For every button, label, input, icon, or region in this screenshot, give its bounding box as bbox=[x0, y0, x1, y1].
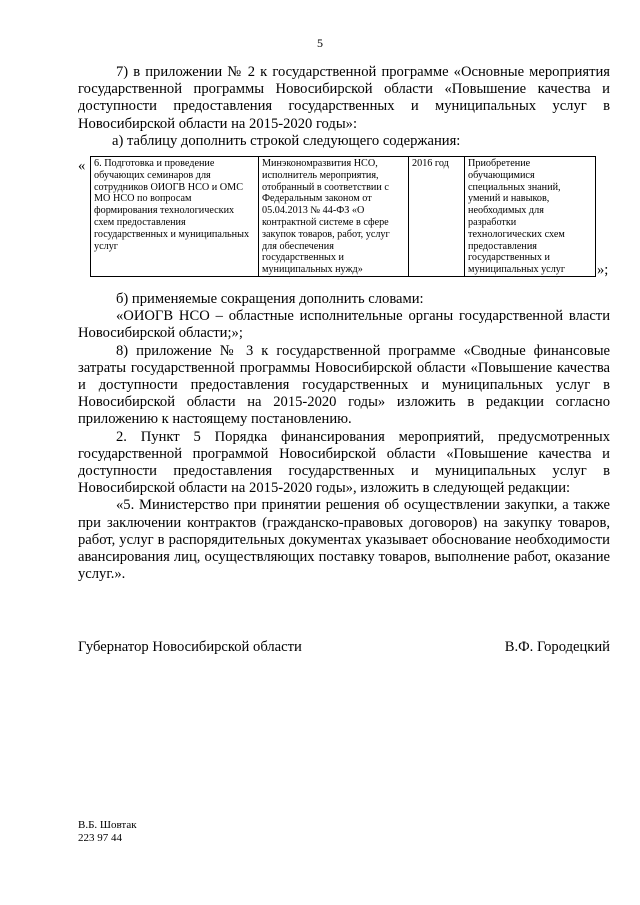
paragraph-point-2: 2. Пункт 5 Порядка финансирования мероприятий, предусмотренных государственной программой Новосибирской области «Повышение качества и доступности предоставления государственных и муниципальных услуг в Новосибирской области на 2015-2020 годы», изложить в следующей редакции: bbox=[78, 428, 610, 497]
inserted-table-block bbox=[78, 156, 618, 280]
paragraph-point-5: «5. Министерство при принятии решения об осуществлении закупки, а также при заключении контрактов (гражданско-правовых договоров) на закупку товаров, работ, услуг в распорядительных документах указывает обоснование необходимости авансирования лиц, осуществляющих поставку товаров, выполнение работ, оказание услуг.». bbox=[78, 497, 610, 583]
executor-name: В.Б. Шовтак bbox=[78, 819, 137, 831]
table-cell-period: 2016 год bbox=[409, 157, 465, 277]
paragraph-abbreviation: «ОИОГВ НСО – областные исполнительные органы государственной власти Новосибирской области;»; bbox=[78, 308, 610, 342]
table-cell-activity: 6. Подготовка и проведение обучающих семинаров для сотрудников ОИОГВ НСО и ОМС МО НСО по вопросам формирования технологических схем предоставления государственных и муниципальных услуг bbox=[91, 157, 259, 277]
amendment-text-top bbox=[78, 64, 610, 152]
table-cell-result: Приобретение обучающимися специальных знаний, умений и навыков, необходимых для разработки технологических схем предоставления государственных и муниципальных услуг bbox=[465, 157, 596, 277]
table-cell-executor: Минэкономразвития НСО, исполнитель мероприятия, отобранный в соответствии с Федеральным законом от 05.04.2013 № 44-ФЗ «О контрактной системе в сфере закупок товаров, работ, услуг для обеспечения государственных и муниципальных нужд» bbox=[259, 157, 409, 277]
amendment-text-bottom bbox=[78, 291, 610, 583]
paragraph-item-a: а) таблицу дополнить строкой следующего содержания: bbox=[112, 132, 461, 149]
executor-block bbox=[78, 819, 137, 844]
executor-phone: 223 97 44 bbox=[78, 831, 122, 844]
paragraph-item-b: б) применяемые сокращения дополнить словами: bbox=[116, 291, 424, 307]
signatory-name: В.Ф. Городецкий bbox=[504, 639, 610, 655]
page-number: 5 bbox=[317, 36, 323, 50]
signatory-position: Губернатор Новосибирской области bbox=[78, 639, 302, 655]
paragraph-item-7: 7) в приложении № 2 к государственной программе «Основные мероприятия государственной программы Новосибирской области «Повышение качества и доступности предоставления государственных и муниципальных услуг в Новосибирской области на 2015-2020 годы»: bbox=[78, 64, 610, 132]
table-quote-open: « bbox=[78, 158, 86, 174]
table-row bbox=[91, 157, 596, 277]
paragraph-item-8: 8) приложение № 3 к государственной программе «Сводные финансовые затраты государственной программы Новосибирской области «Повышение качества и доступности предоставления государственных и муниципальных услуг в Новосибирской области на 2015-2020 годы» изложить в редакции согласно приложению к настоящему постановлению. bbox=[78, 342, 610, 428]
inserted-table bbox=[90, 156, 596, 277]
table-quote-close: »; bbox=[597, 262, 609, 278]
